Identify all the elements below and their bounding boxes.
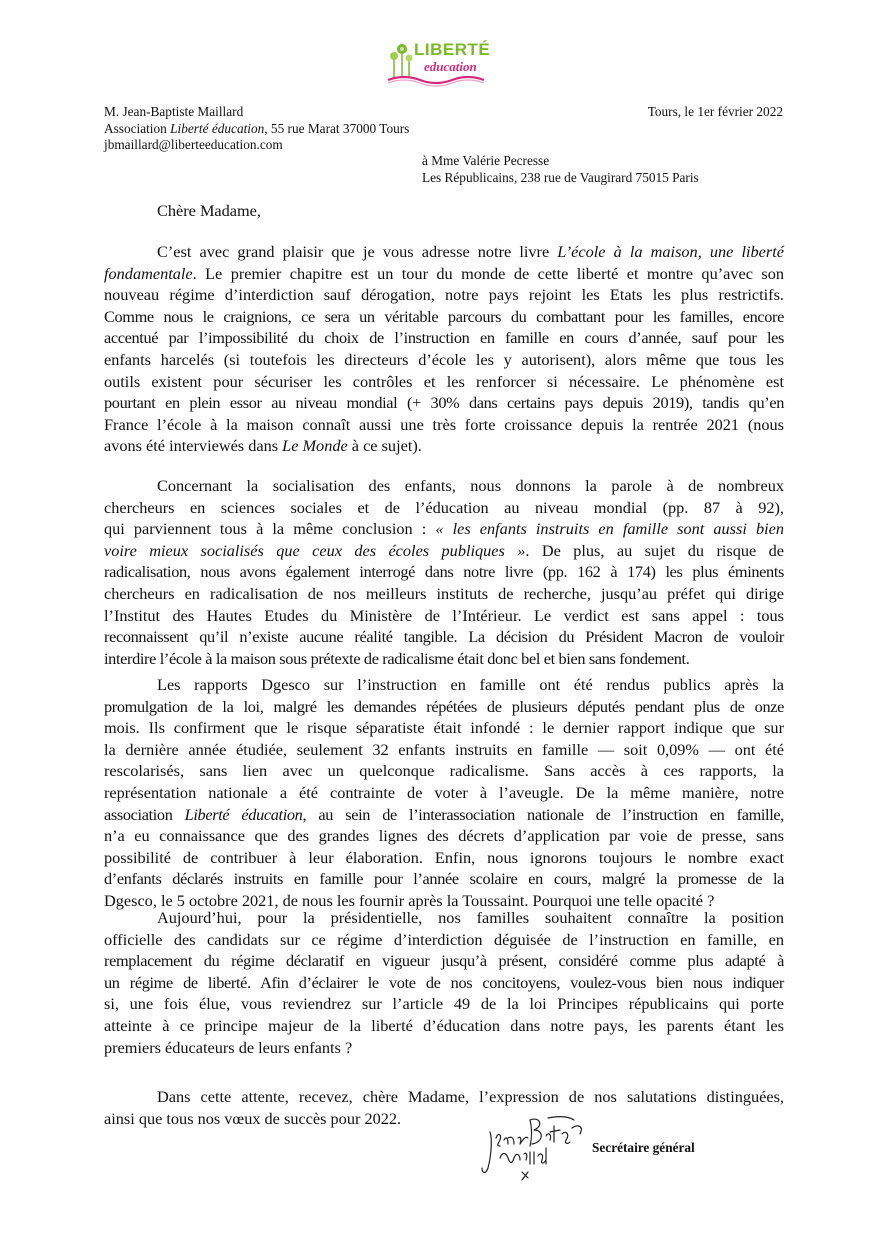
text-line: France l’école à la maison connaît aussi une très forte croissance depuis la rentrée 2021 (nous [104, 414, 784, 434]
text-line: si, une fois élue, vous reviendrez sur l’article 49 de la loi Principes républicains qui porte [104, 994, 784, 1014]
text-line: d’enfants déclarés instruits en famille pour l’année scolaire en cours, malgré la promesse de la [104, 869, 784, 889]
text-line: rescolarisés, sans lien avec un quelconque radicalisme. Sans accès à ces rapports, la [104, 761, 784, 781]
sender-email: jbmaillard@liberteeducation.com [104, 137, 283, 152]
text-line: l’Institut des Hautes Etudes du Ministère de l’Intérieur. Le verdict est sans appel : tous [104, 605, 784, 625]
text-line: chercheurs en sciences sociales et de l’éducation au niveau mondial (pp. 87 à 92), [104, 497, 784, 517]
text-run: à ce sujet). [347, 436, 422, 456]
text-run: association [104, 804, 185, 824]
text-line: reconnaissent qu’il n’existe aucune réalité tangible. La décision du Président Macron de vouloir [104, 627, 784, 647]
signatory-title: Secrétaire général [592, 1140, 695, 1155]
book-title: L’école à la maison, une liberté [557, 242, 784, 261]
text-line [104, 804, 784, 826]
handwritten-signature [478, 1108, 588, 1188]
text-line: remplacement du régime déclaratif en vigueur jusqu’à présent, considéré comme plus adapté à [104, 951, 784, 971]
text-line: Comme nous le craignions, ce sera un véritable parcours du combattant pour les familles, encore [104, 306, 784, 326]
sender-block [104, 104, 409, 154]
text-line [104, 540, 784, 562]
paragraph-2 [104, 475, 784, 669]
logo-title: LIBERTÉ [414, 40, 491, 59]
text-line [104, 435, 784, 457]
book-title: fondamentale [104, 263, 193, 283]
association-name: Liberté éducation [184, 804, 303, 824]
text-line: possibilité de contribuer à leur élaboration. Enfin, nous ignorons toujours le nombre exact [104, 847, 784, 867]
text-line: Les rapports Dgesco sur l’instruction en famille ont été rendus publics après la [157, 675, 784, 694]
text-line: interdire l’école à la maison sous prétexte de radicalisme était donc bel et bien sans fondement. [104, 648, 690, 668]
salutation: Chère Madame, [157, 201, 261, 220]
sender-name: M. Jean-Baptiste Maillard [104, 104, 244, 119]
liberte-education-logo [386, 38, 494, 88]
text-run: qui parviennent tous à la même conclusion : [104, 519, 436, 539]
text-line: Concernant la socialisation des enfants, nous donnons la parole à de nombreux [157, 476, 784, 495]
recipient-address: Les Républicains, 238 rue de Vaugirard 75015 Paris [422, 170, 699, 185]
text-run: avons été interviewés dans [104, 436, 283, 456]
logo-subtitle: education [424, 59, 477, 74]
text-line: premiers éducateurs de leurs enfants ? [104, 1037, 353, 1057]
text-run: . Le premier chapitre est un tour du monde de cette liberté et montre qu’avec son [192, 263, 784, 283]
text-run: , au sein de l’interassociation nationale de l’instruction en famille, [302, 804, 784, 824]
text-line: enfants harcelés (si toutefois les directeurs d’école les y autorisent), alors même que tous les [104, 349, 784, 369]
text-line: outils existent pour sécuriser les contrôles et les renforcer si nécessaire. Le phénomène est [104, 371, 784, 391]
text-line: radicalisation, nous avons également interrogé dans notre livre (pp. 162 à 174) les plus éminents [104, 562, 784, 582]
text-line [104, 241, 784, 263]
text-line: Dgesco, le 5 octobre 2021, de nous les fournir après la Toussaint. Pourquoi une telle opacité ? [104, 890, 715, 910]
text-line: chercheurs en radicalisation de nos meilleurs instituts de recherche, jusqu’au préfet qui dirige [104, 583, 784, 603]
text-line: Aujourd’hui, pour la présidentielle, nos familles souhaitent connaître la position [157, 908, 784, 927]
quote-text: voire mieux socialisés que ceux des écoles publiques » [104, 540, 526, 560]
paragraph-3 [104, 674, 784, 912]
sender-assoc-prefix: Association [104, 120, 171, 136]
text-line: la dernière année étudiée, seulement 32 enfants instruits en famille — soit 0,09% — ont été [104, 739, 784, 759]
text-run: C’est avec grand plaisir que je vous adresse notre livre [157, 242, 558, 261]
sender-association [104, 121, 409, 138]
quote-text: « les enfants instruits en famille sont aussi bien [435, 519, 784, 539]
recipient-name: à Mme Valérie Pecresse [422, 153, 550, 168]
sender-assoc-name: Liberté éducation [170, 120, 265, 136]
paragraph-1 [104, 241, 784, 457]
text-line: Dans cette attente, recevez, chère Madame, l’expression de nos salutations distinguées, [157, 1087, 784, 1106]
text-line: ainsi que tous nos vœux de succès pour 2022. [104, 1108, 402, 1128]
letter-date: Tours, le 1er février 2022 [647, 104, 783, 119]
text-line: atteinte à ce principe majeur de la liberté d’éducation dans notre pays, les parents étant les [104, 1015, 784, 1035]
sender-assoc-address: , 55 rue Marat 37000 Tours [264, 120, 410, 136]
text-line: nouveau régime d’interdiction sauf dérogation, notre pays rejoint les Etats les plus restrictifs. [104, 285, 784, 305]
text-line: mois. Ils confirment que le risque séparatiste était infondé : le dernier rapport indique que sur [104, 718, 784, 738]
text-line [104, 518, 784, 540]
text-run: . De plus, au sujet du risque de [525, 540, 784, 560]
paragraph-5 [104, 1086, 784, 1129]
text-line: pourtant en plein essor au niveau mondial (+ 30% dans certains pays depuis 2019), tandis qu’en [104, 393, 784, 413]
text-line: officielle des candidats sur ce régime d’interdiction déguisée de l’instruction en famille, en [104, 929, 784, 949]
paragraph-4 [104, 907, 784, 1058]
text-line: n’a eu connaissance que des grandes lignes des décrets d’application par voie de presse, sans [104, 826, 784, 846]
text-line: promulgation de la loi, malgré les demandes répétées de plusieurs députés pendant plus de onze [104, 696, 784, 716]
text-line [104, 263, 784, 285]
text-line: représentation nationale a été contrainte de voter à l’aveugle. De la même manière, notre [104, 782, 784, 802]
text-line: un régime de liberté. Afin d’éclairer le vote de nos concitoyens, voulez-vous bien nous indiquer [104, 972, 784, 992]
newspaper-title: Le Monde [282, 436, 348, 456]
text-line: accentué par l’impossibilité du choix de l’instruction en famille en cours d’année, sauf pour les [104, 328, 784, 348]
recipient-block [422, 152, 699, 186]
